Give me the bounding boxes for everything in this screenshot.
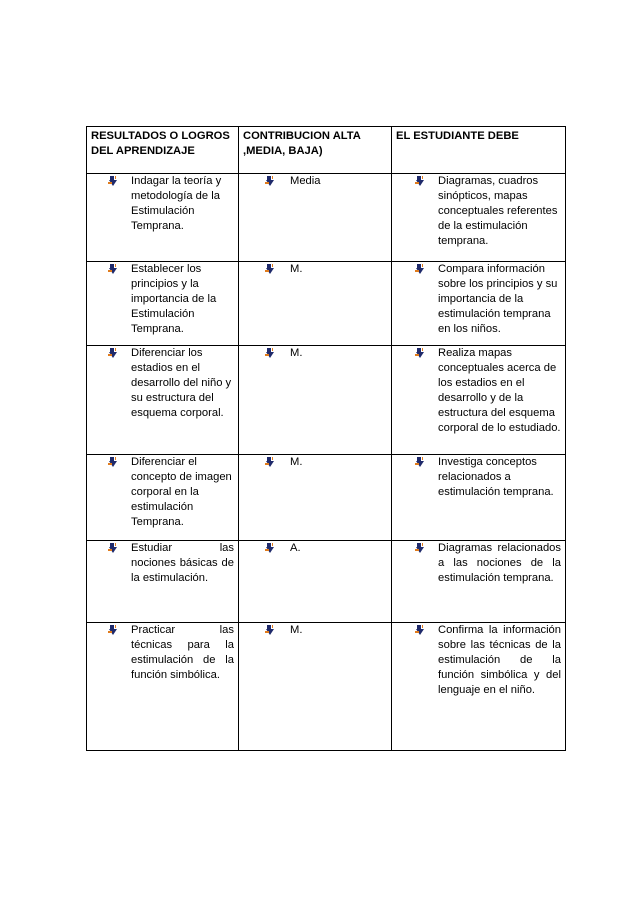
arrow-bullet-icon bbox=[107, 263, 119, 275]
contribucion-text: M. bbox=[290, 347, 303, 359]
logro-text: Diferenciar el concepto de imagen corporal en la estimulación Temprana. bbox=[131, 456, 232, 528]
table-row bbox=[87, 623, 566, 751]
table-header-row bbox=[87, 127, 566, 174]
estudiante-text: Diagramas relacionados a las nociones de la estimulación temprana. bbox=[438, 542, 561, 584]
logro-text: Indagar la teoría y metodología de la Estimulación Temprana. bbox=[131, 175, 222, 232]
logro-text: Estudiar las nociones básicas de la estimulación. bbox=[131, 542, 234, 584]
contribucion-text: A. bbox=[290, 542, 301, 554]
arrow-bullet-icon bbox=[414, 456, 426, 468]
arrow-bullet-icon bbox=[414, 175, 426, 187]
arrow-bullet-icon bbox=[414, 263, 426, 275]
logro-cell bbox=[87, 541, 239, 623]
arrow-bullet-icon bbox=[107, 347, 119, 359]
header-estudiante: EL ESTUDIANTE DEBE bbox=[392, 127, 566, 174]
arrow-bullet-icon bbox=[414, 624, 426, 636]
contribucion-text: M. bbox=[290, 624, 303, 636]
estudiante-cell bbox=[392, 623, 566, 751]
arrow-bullet-icon bbox=[264, 175, 276, 187]
arrow-bullet-icon bbox=[264, 263, 276, 275]
contribucion-cell bbox=[239, 541, 392, 623]
table-row bbox=[87, 174, 566, 262]
logro-text: Establecer los principios y la importancia de la Estimulación Temprana. bbox=[131, 263, 217, 335]
contribucion-cell bbox=[239, 623, 392, 751]
arrow-bullet-icon bbox=[264, 456, 276, 468]
arrow-bullet-icon bbox=[107, 456, 119, 468]
arrow-bullet-icon bbox=[414, 542, 426, 554]
logro-cell bbox=[87, 623, 239, 751]
table-row bbox=[87, 541, 566, 623]
estudiante-text: Investiga conceptos relacionados a estimulación temprana. bbox=[438, 456, 554, 498]
estudiante-cell bbox=[392, 455, 566, 541]
logro-text: Diferenciar los estadios en el desarrollo del niño y su estructura del esquema corporal. bbox=[131, 347, 232, 419]
arrow-bullet-icon bbox=[107, 542, 119, 554]
estudiante-text: Diagramas, cuadros sinópticos, mapas conceptuales referentes de la estimulación temprana. bbox=[438, 175, 558, 247]
arrow-bullet-icon bbox=[107, 175, 119, 187]
header-resultados: RESULTADOS O LOGROS DEL APRENDIZAJE bbox=[87, 127, 239, 174]
contribucion-text: Media bbox=[290, 175, 321, 187]
arrow-bullet-icon bbox=[264, 347, 276, 359]
arrow-bullet-icon bbox=[107, 624, 119, 636]
arrow-bullet-icon bbox=[264, 624, 276, 636]
contribucion-cell bbox=[239, 174, 392, 262]
logro-cell bbox=[87, 346, 239, 455]
contribucion-cell bbox=[239, 262, 392, 346]
arrow-bullet-icon bbox=[414, 347, 426, 359]
contribucion-cell bbox=[239, 346, 392, 455]
estudiante-cell bbox=[392, 346, 566, 455]
contribucion-cell bbox=[239, 455, 392, 541]
logro-text: Practicar las técnicas para la estimulación de la función simbólica. bbox=[131, 624, 234, 681]
learning-outcomes-table bbox=[86, 126, 566, 751]
table-row bbox=[87, 455, 566, 541]
estudiante-cell bbox=[392, 262, 566, 346]
logro-cell bbox=[87, 455, 239, 541]
estudiante-cell bbox=[392, 174, 566, 262]
table-row bbox=[87, 262, 566, 346]
estudiante-text: Confirma la información sobre las técnicas de la estimulación de la función simbólica y del lenguaje en el niño. bbox=[438, 624, 561, 696]
estudiante-text: Realiza mapas conceptuales acerca de los estadios en el desarrollo y de la estructura del esquema corporal de lo estudiado. bbox=[438, 347, 561, 434]
contribucion-text: M. bbox=[290, 456, 303, 468]
estudiante-cell bbox=[392, 541, 566, 623]
header-contribucion: CONTRIBUCION ALTA ,MEDIA, BAJA) bbox=[239, 127, 392, 174]
estudiante-text: Compara información sobre los principios y su importancia de la estimulación temprana en los niños. bbox=[438, 263, 558, 335]
table-row bbox=[87, 346, 566, 455]
logro-cell bbox=[87, 174, 239, 262]
contribucion-text: M. bbox=[290, 263, 303, 275]
logro-cell bbox=[87, 262, 239, 346]
arrow-bullet-icon bbox=[264, 542, 276, 554]
